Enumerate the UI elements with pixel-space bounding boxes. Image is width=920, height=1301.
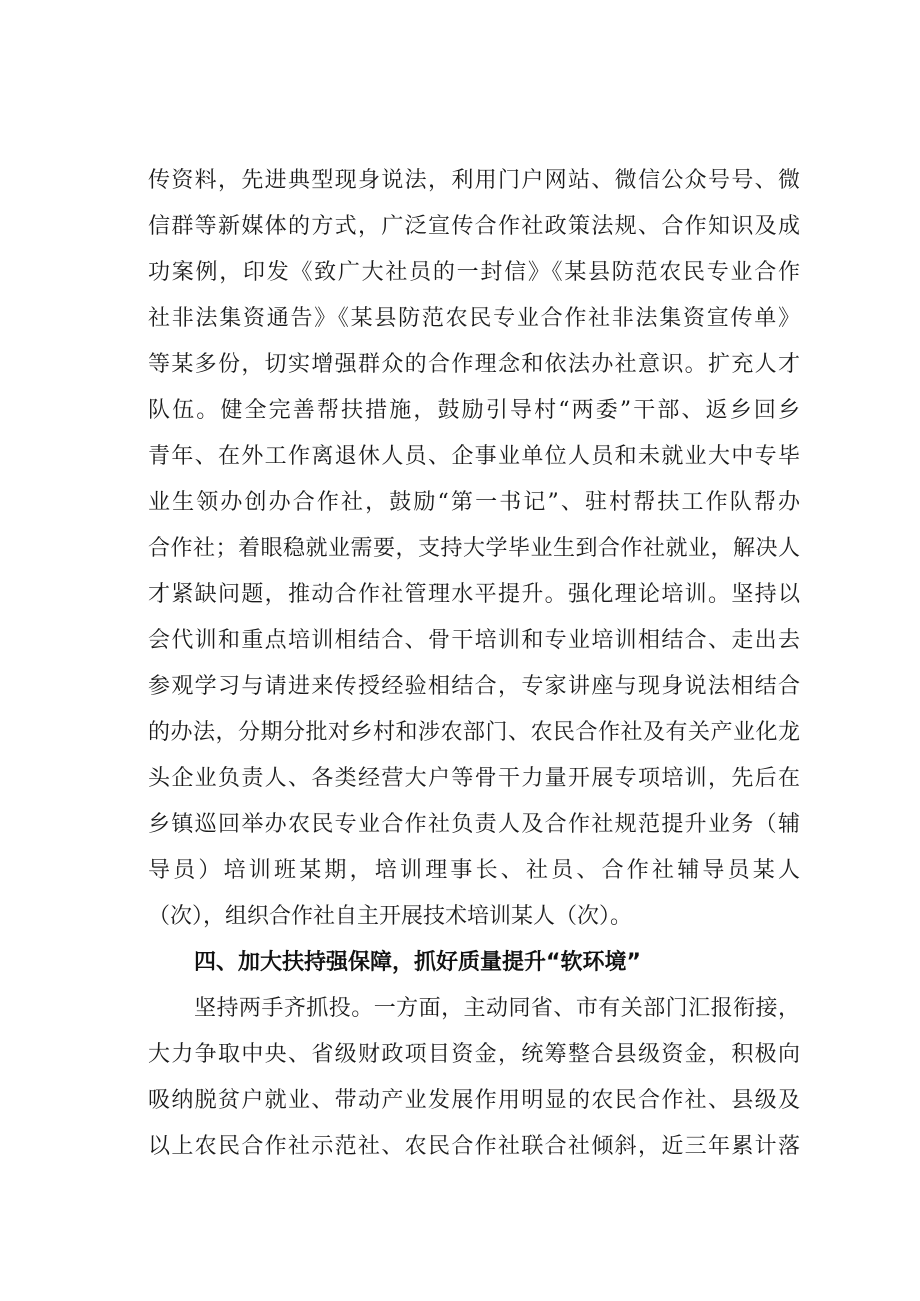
- paragraph-1-line: 信群等新媒体的方式，广泛宣传合作社政策法规、合作知识及成: [148, 214, 800, 239]
- paragraph-1-line: 合作社；着眼稳就业需要，支持大学毕业生到合作社就业，解决人: [148, 536, 800, 561]
- paragraph-1-line: 业生领办创办合作社，鼓励“第一书记”、驻村帮扶工作队帮办: [148, 490, 800, 515]
- paragraph-1-line: 参观学习与请进来传授经验相结合，专家讲座与现身说法相结合: [148, 674, 800, 699]
- paragraph-1-line: 的办法，分期分批对乡村和涉农部门、农民合作社及有关产业化龙: [148, 720, 800, 745]
- paragraph-1-line: 功案例，印发《致广大社员的一封信》《某县防范农民专业合作: [148, 260, 800, 285]
- paragraph-1-line: 才紧缺问题，推动合作社管理水平提升。强化理论培训。坚持以: [148, 582, 800, 607]
- paragraph-1-line: （次），组织合作社自主开展技术培训某人（次）。: [148, 904, 633, 929]
- paragraph-1-line: 等某多份，切实增强群众的合作理念和依法办社意识。扩充人才: [148, 352, 800, 377]
- paragraph-1-line: 社非法集资通告》《某县防范农民专业合作社非法集资宣传单》: [148, 306, 800, 331]
- paragraph-1-line: 乡镇巡回举办农民专业合作社负责人及合作社规范提升业务（辅: [148, 812, 800, 837]
- paragraph-1-line: 会代训和重点培训相结合、骨干培训和专业培训相结合、走出去: [148, 628, 800, 653]
- paragraph-1-line: 传资料，先进典型现身说法，利用门户网站、微信公众号号、微: [148, 168, 800, 193]
- paragraph-2-line: 吸纳脱贫户就业、带动产业发展作用明显的农民合作社、县级及: [148, 1088, 800, 1113]
- paragraph-1-line: 青年、在外工作离退休人员、企事业单位人员和未就业大中专毕: [148, 444, 800, 469]
- section-heading: 四、加大扶持强保障，抓好质量提升“软环境”: [194, 950, 641, 975]
- paragraph-2-line: 大力争取中央、省级财政项目资金，统筹整合县级资金，积极向: [148, 1042, 800, 1067]
- paragraph-2-line: 以上农民合作社示范社、农民合作社联合社倾斜，近三年累计落: [148, 1134, 800, 1159]
- paragraph-1-line: 队伍。健全完善帮扶措施，鼓励引导村“两委”干部、返乡回乡: [148, 398, 800, 423]
- paragraph-1-line: 头企业负责人、各类经营大户等骨干力量开展专项培训，先后在: [148, 766, 800, 791]
- paragraph-2-line: 坚持两手齐抓投。一方面，主动同省、市有关部门汇报衔接，: [194, 996, 800, 1021]
- paragraph-1-line: 导员）培训班某期，培训理事长、社员、合作社辅导员某人: [148, 858, 800, 883]
